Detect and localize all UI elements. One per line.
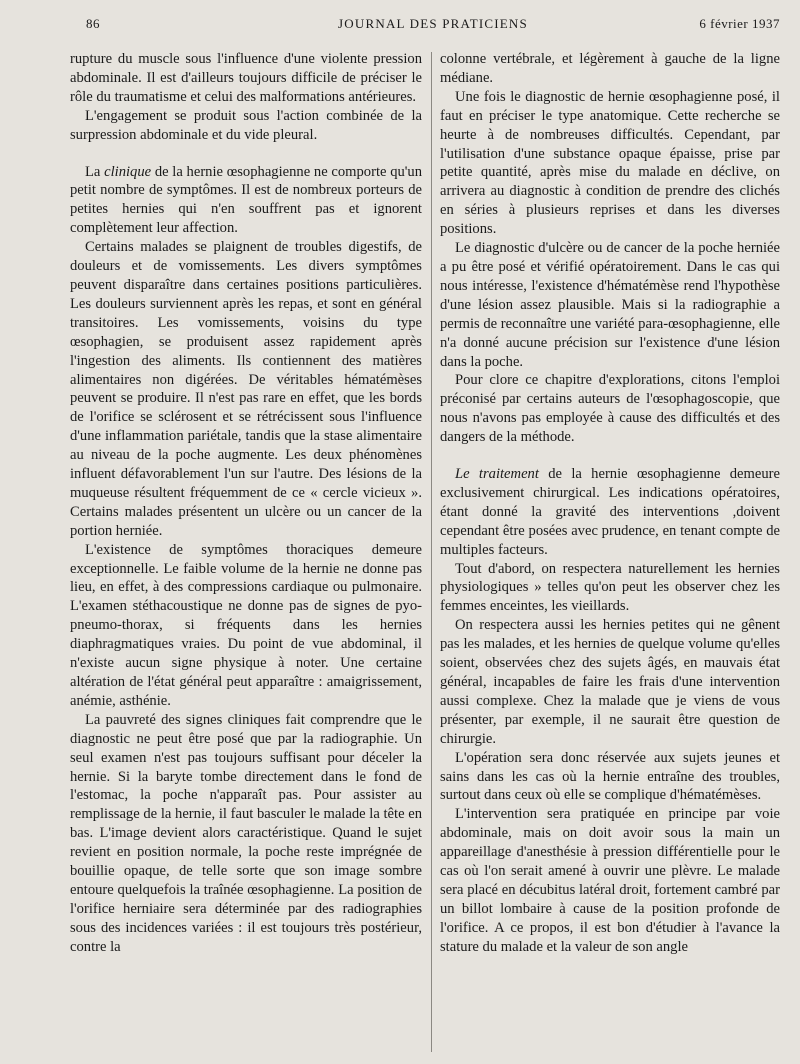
italic-term: clinique xyxy=(104,163,152,180)
paragraph: Pour clore ce chapitre d'explorations, citons l'emploi préconisé par certains auteurs de l'œsophagoscopie, que nous n'avons pas employée à cause des difficultés et des dangers de la méthode. xyxy=(440,372,780,446)
journal-title: JOURNAL DES PRATICIENS xyxy=(338,16,528,31)
paragraph: rupture du muscle sous l'influence d'une violente pression abdominale. Il est d'ailleurs toujours difficile de préciser le rôle du traumatisme et celui des malformations antérieures. xyxy=(70,51,422,105)
paragraph: On respectera aussi les hernies petites qui ne gênent pas les malades, et les hernies de quelque volume qu'elles soient, observées chez des sujets âgés, en mauvais état général, incapables de faire les frais d'une intervention aussi complexe. Chez la malade que je viens de vous présenter, par exemple, il ne saurait être question de chirurgie. xyxy=(440,617,780,747)
left-column xyxy=(70,50,422,957)
page-number: 86 xyxy=(86,16,100,31)
paragraph: Certains malades se plaignent de troubles digestifs, de douleurs et de vomissements. Les divers symptômes peuvent disparaître dans certaines positions particulières. Les douleurs surviennent après les repas, et sont en général transitoires. Les vomissements, voisins du type œsophagien, se produisent assez rapidement après l'ingestion des aliments. Ils contiennent des matières alimentaires non digérées. De véritables hématémèses peuvent se produire. Il n'est pas rare en effet, que les bords de l'orifice se sclérosent et se rétrécissent sous l'influence d'une inflammation pariétale, tandis que la stase alimentaire au niveau de la poche augmente. Les deux phénomènes influent défavorablement l'un sur l'autre. Des lésions de la muqueuse résultent fréquemment de ce « cercle vicieux ». Certains malades présentent un ulcère ou un cancer de la portion herniée. xyxy=(70,239,422,539)
paragraph: L'opération sera donc réservée aux sujets jeunes et sains dans les cas où la hernie entraîne des troubles, surtout dans ceux où elle se complique d'hématémèses. xyxy=(440,749,780,804)
column-divider xyxy=(431,52,432,1052)
paragraph: colonne vertébrale, et légèrement à gauche de la ligne médiane. xyxy=(440,51,780,86)
paragraph-traitement: Le traitement de la hernie œsophagienne demeure exclusivement chirurgical. Les indications opératoires, étant donné la gravité des interventions ,doivent cependant être posées avec prudence, en tenant compte de multiples facteurs. xyxy=(440,466,780,558)
paragraph-clinique: La clinique de la hernie œsophagienne ne comporte qu'un petit nombre de symptômes. Il est de nombreux porteurs de petites hernies qui n'en souffrent pas et ignorent complètement leur affection. xyxy=(70,163,423,237)
right-column xyxy=(440,50,780,957)
issue-date: 6 février 1937 xyxy=(699,16,780,31)
paragraph: L'intervention sera pratiquée en principe par voie abdominale, mais on doit avoir sous la main un appareillage d'anesthésie à pression différentielle pour le cas où l'on serait amené à ouvrir une plèvre. Le malade sera placé en décubitus latéral droit, fortement cambré par un billot lombaire à cause de la position profonde de l'orifice. A ce propos, il est bon d'étudier à l'avance la stature du malade et la valeur de son angle xyxy=(440,806,780,955)
page-header xyxy=(86,16,780,34)
paragraph: Le diagnostic d'ulcère ou de cancer de la poche herniée a pu être posé et vérifié opératoirement. Dans le cas qui nous intéresse, l'existence d'hématémèse rend l'hypothèse d'une lésion assez plausible. Mais si la radiographie a permis de reconnaître une variété para-œsophagienne, elle n'a donné aucune précision sur l'existence d'une lésion dans la poche. xyxy=(440,240,780,370)
paragraph: Une fois le diagnostic de hernie œsophagienne posé, il faut en préciser le type anatomique. Cette recherche se heurte à de nombreuses difficultés. Cependant, par l'utilisation d'une substance opaque épaisse, prise par petite quantité, après mise du malade en déclive, on arrivera au diagnostic à condition de prendre des clichés en séries à plusieurs reprises et dans les diverses positions. xyxy=(440,88,780,238)
paragraph: L'engagement se produit sous l'action combinée de la surpression abdominale et du vide pleural. xyxy=(70,107,422,143)
paragraph: La pauvreté des signes cliniques fait comprendre que le diagnostic ne peut être posé que par la radiographie. Un seul examen n'est pas toujours suffisant pour déceler la hernie. Si la baryte tombe directement dans le fond de l'estomac, la poche n'apparaît pas. Pour assister au remplissage de la hernie, il faut basculer le malade la tête en bas. L'image devient alors caractéristique. Quand le sujet revient en position normale, la poche reste imprégnée de bouillie opaque, de telle sorte que son image sombre entoure quelquefois la traînée œsophagienne. La position de l'orifice herniaire sera déterminée par des radiographies sous des incidences variées : il est toujours très postérieur, contre la xyxy=(70,711,422,955)
paragraph: L'existence de symptômes thoraciques demeure exceptionnelle. Le faible volume de la hernie ne donne pas lieu, en effet, à des compressions cardiaque ou pulmonaire. L'examen stéthacoustique ne donne pas de signes de pyo-pneumo-thorax, si fréquents dans les hernies diaphragmatiques vraies. Du point de vue abdominal, il n'existe aucun signe physique à noter. Une certaine altération de l'état général peut apparaître : amaigrissement, anémie, asthénie. xyxy=(70,541,422,709)
paragraph: Tout d'abord, on respectera naturellement les hernies physiologiques » telles qu'on peut les observer chez les femmes enceintes, les vieillards. xyxy=(440,560,780,615)
italic-term: Le traitement xyxy=(455,466,539,483)
